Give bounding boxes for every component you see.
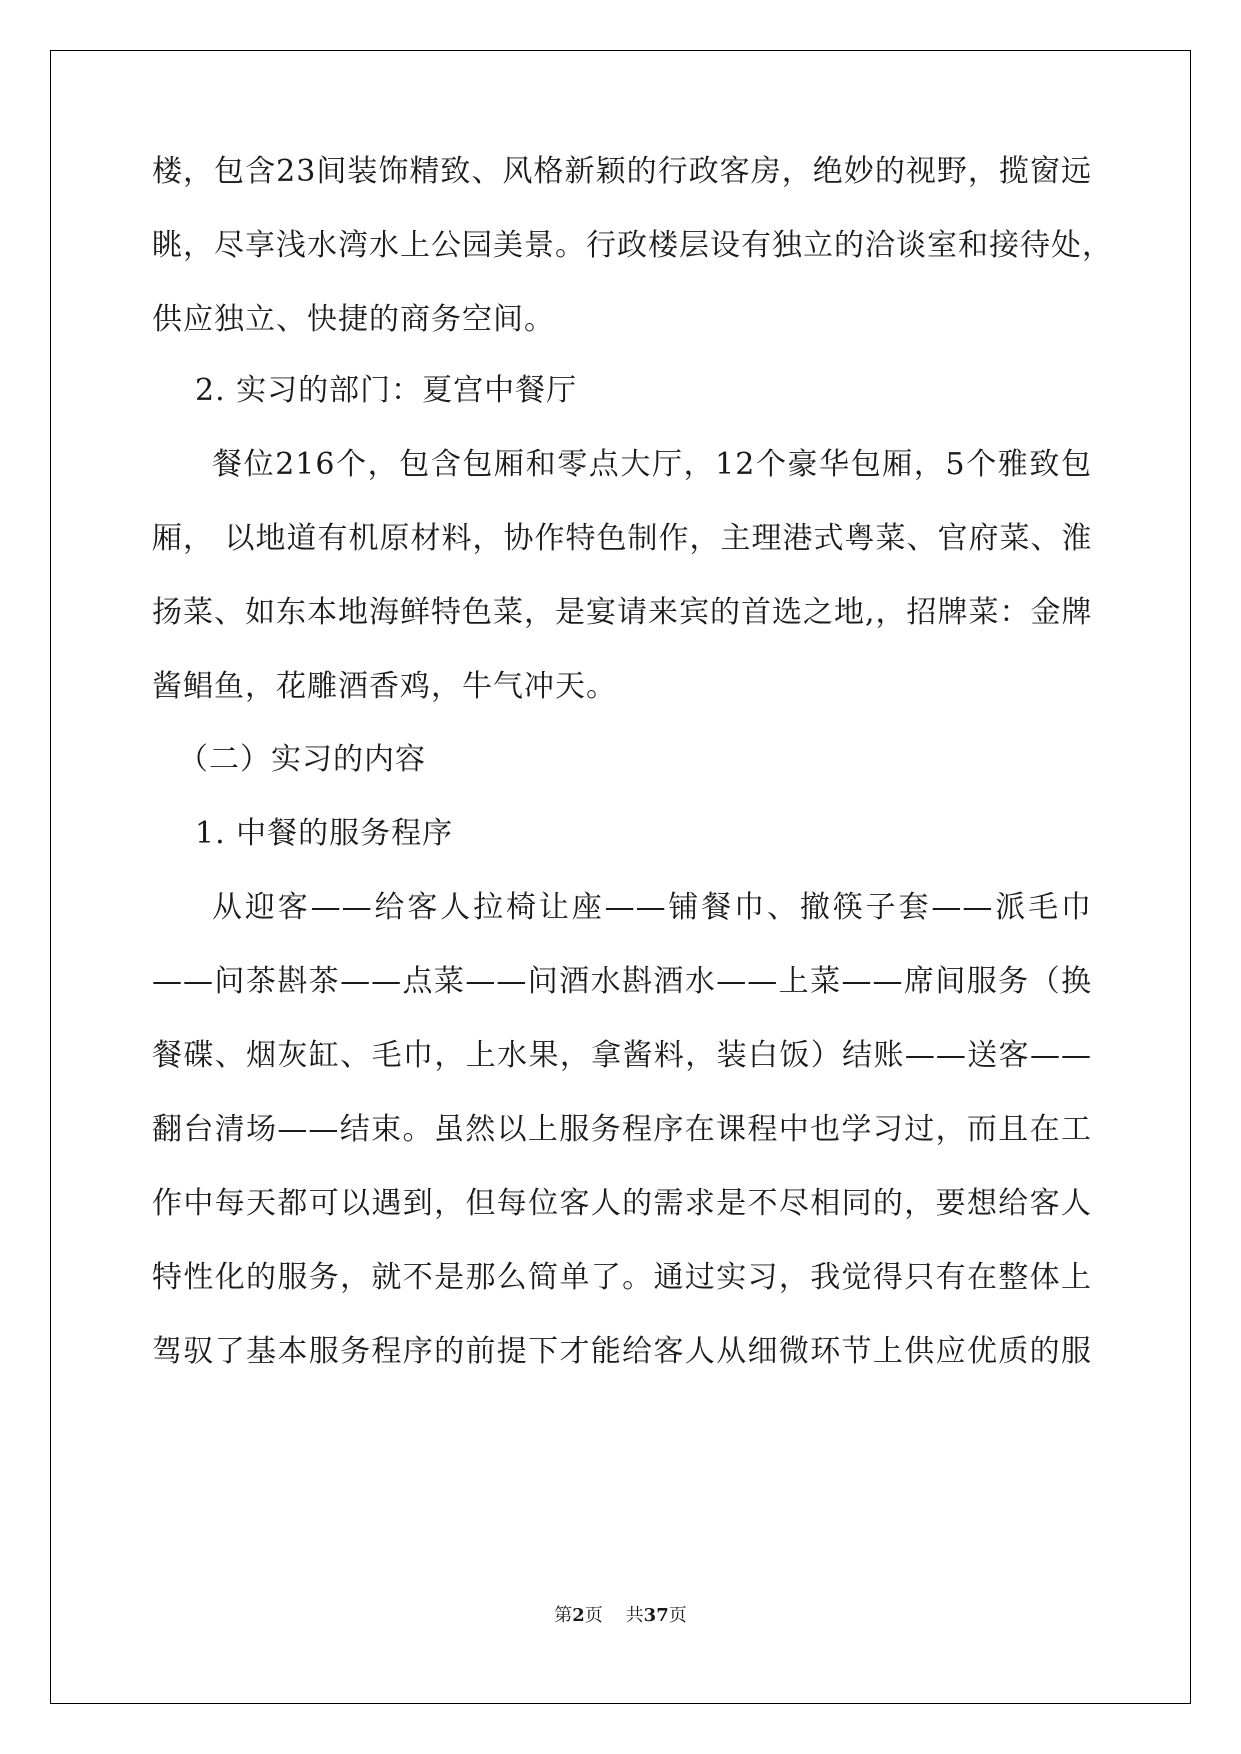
footer-total-unit: 页 [668,1605,687,1626]
section-heading-department: 2. 实习的部门：夏宫中餐厅 [195,373,578,408]
footer-total-prefix: 共 [625,1605,644,1626]
footer-page-unit: 页 [584,1605,603,1626]
body-line-16: 特性化的服务，就不是那么简单了。通过实习，我觉得只有在整体上 [152,1260,1092,1295]
body-line-11: 从迎客——给客人拉椅让座——铺餐巾、撤筷子套——派毛巾 [212,890,1092,925]
body-line-13: 餐碟、烟灰缸、毛巾，上水果，拿酱料，装白饭）结账——送客—— [152,1038,1092,1073]
section-heading-service: 1. 中餐的服务程序 [195,816,454,851]
body-line-1: 楼，包含23间装饰精致、风格新颖的行政客房，绝妙的视野，揽窗远 [152,154,1092,189]
body-line-14: 翻台清场——结束。虽然以上服务程序在课程中也学习过，而且在工 [152,1112,1092,1147]
body-line-8: 酱鲳鱼，花雕酒香鸡，牛气冲天。 [152,669,617,704]
page-footer [0,1601,1241,1627]
page-border [50,50,1191,1704]
body-line-6: 厢， 以地道有机原材料，协作特色制作，主理港式粤菜、官府菜、淮 [152,521,1093,556]
body-line-17: 驾驭了基本服务程序的前提下才能给客人从细微环节上供应优质的服 [152,1334,1092,1369]
body-line-15: 作中每天都可以遇到，但每位客人的需求是不尽相同的，要想给客人 [152,1186,1092,1221]
body-line-3: 供应独立、快捷的商务空间。 [152,302,555,337]
body-line-2: 眺，尽享浅水湾水上公园美景。行政楼层设有独立的洽谈室和接待处， [152,228,1113,263]
body-line-5: 餐位216个，包含包厢和零点大厅，12个豪华包厢，5个雅致包 [212,447,1092,482]
footer-page-number: 2 [572,1605,585,1626]
footer-total-pages: 37 [643,1605,669,1626]
body-line-7: 扬菜、如东本地海鲜特色菜，是宴请来宾的首选之地,，招牌菜：金牌 [152,595,1093,630]
body-line-12: ——问茶斟茶——点菜——问酒水斟酒水——上菜——席间服务（换 [152,964,1092,999]
section-heading-content: （二）实习的内容 [178,742,426,777]
footer-prefix: 第 [554,1605,573,1626]
